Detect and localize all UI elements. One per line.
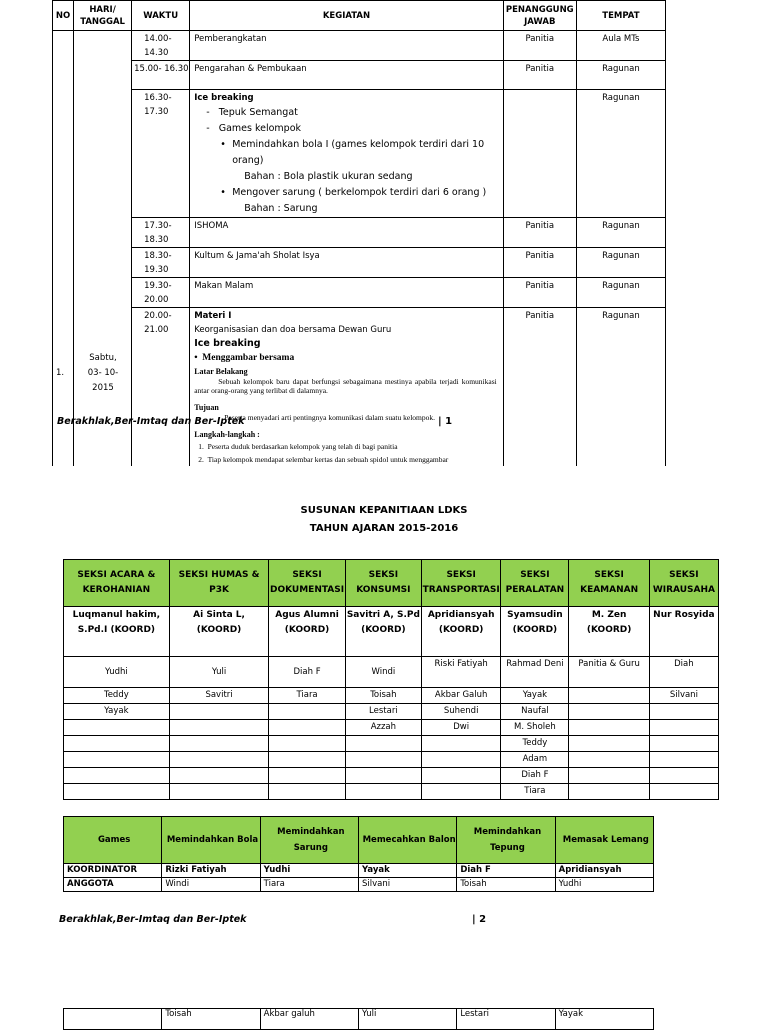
committee-title: SUSUNAN KEPANITIAAN LDKS — [300, 505, 468, 516]
header-kegiatan: KEGIATAN — [190, 1, 504, 31]
games-cell: KOORDINATOR — [64, 864, 162, 878]
time-cell: 17.30- 18.30 — [132, 218, 190, 248]
games-cell: Yudhi — [555, 878, 653, 892]
section-header: SEKSI PERALATAN — [501, 560, 569, 607]
member-cell: Tiara — [501, 784, 569, 800]
time-cell: 14.00- 14.30 — [132, 31, 190, 61]
games-cell: Yudhi — [260, 864, 358, 878]
time-cell: 19.30- 20.00 — [132, 278, 190, 308]
member-cell — [421, 736, 500, 752]
table-row — [53, 31, 666, 61]
member-cell — [64, 736, 170, 752]
member-cell: Akbar Galuh — [421, 688, 500, 704]
materi-ice-title: Ice breaking — [194, 338, 261, 349]
member-cell: Savitri — [169, 688, 269, 704]
langkah-step: 1. Peserta duduk berdasarkan kelompok yang telah di bagi panitia — [198, 442, 398, 451]
member-cell — [569, 720, 649, 736]
member-cell — [345, 784, 421, 800]
continued-table — [63, 1008, 654, 1030]
member-cell: Yayak — [64, 704, 170, 720]
schedule-table — [52, 0, 666, 473]
table-row — [64, 768, 719, 784]
member-cell: Lestari — [345, 704, 421, 720]
activity-cell — [190, 308, 504, 473]
page-number: | 2 — [472, 914, 487, 925]
member-cell — [569, 704, 649, 720]
member-cell — [345, 752, 421, 768]
member-cell — [345, 736, 421, 752]
games-header: Memasak Lemang — [555, 817, 653, 864]
section-header: SEKSI TRANSPORTASI — [421, 560, 500, 607]
time-cell: 16.30- 17.30 — [132, 90, 190, 218]
committee-subtitle: TAHUN AJARAN 2015-2016 — [309, 523, 459, 534]
section-header: SEKSI WIRAUSAHA — [649, 560, 718, 607]
langkah-title: Langkah-langkah : — [194, 430, 260, 439]
member-cell — [269, 704, 345, 720]
coordinator-cell: Savitri A, S.Pd (KOORD) — [345, 607, 421, 657]
page-number: | 1 — [438, 416, 453, 427]
activity-cell: Pemberangkatan — [190, 31, 504, 61]
member-cell — [169, 720, 269, 736]
games-header: Memindahkan Bola — [162, 817, 260, 864]
games-cell: Lestari — [457, 1009, 555, 1030]
footer-motto: Berakhlak,Ber-Imtaq dan Ber-Iptek — [59, 914, 247, 925]
pj-cell — [503, 90, 576, 218]
table-row — [53, 61, 666, 90]
member-cell — [64, 768, 170, 784]
member-cell: Tiara — [269, 688, 345, 704]
games-cell: Tiara — [260, 878, 358, 892]
coordinator-cell: Luqmanul hakim, S.Pd.I (KOORD) — [64, 607, 170, 657]
member-cell — [64, 720, 170, 736]
day-date: Sabtu, 03- 10- 2015 — [87, 353, 119, 393]
member-cell: Panitia & Guru — [569, 657, 649, 688]
table-row — [64, 657, 719, 688]
materi-line: Keorganisasian dan doa bersama Dewan Guru — [194, 325, 392, 335]
anggota-row — [64, 878, 654, 892]
member-cell — [649, 784, 718, 800]
place-cell: Ragunan — [576, 308, 665, 473]
header-hari: HARI/ TANGGAL — [74, 1, 132, 31]
member-cell — [269, 784, 345, 800]
member-cell: Suhendi — [421, 704, 500, 720]
member-cell — [169, 752, 269, 768]
pj-cell: Panitia — [503, 61, 576, 90]
latar-text: Sebuah kelompok baru dapat berfungsi sebagaimana mestinya apabila terjadi komunikasi antar orang-orang yang terlibat di dalamnya. — [194, 377, 497, 395]
coordinator-cell: Ai Sinta L, (KOORD) — [169, 607, 269, 657]
member-cell: M. Sholeh — [501, 720, 569, 736]
member-cell — [421, 752, 500, 768]
header-pj: PENANGGUNG JAWAB — [503, 1, 576, 31]
member-cell: Teddy — [64, 688, 170, 704]
section-header: SEKSI KONSUMSI — [345, 560, 421, 607]
committee-table — [63, 559, 719, 800]
pj-cell: Panitia — [503, 218, 576, 248]
coordinator-cell: Nur Rosyida — [649, 607, 718, 657]
icebreak-sub: • Memindahkan bola I (games kelompok terdiri dari 10 orang) Bahan : Bola plastik ukuran sedang • Mengover sarung ( berkelompok terdiri dari 6 orang ) Bahan : Sarung — [220, 139, 487, 214]
activity-cell: Pengarahan & Pembukaan — [190, 61, 504, 90]
table-row — [53, 90, 666, 218]
time-cell: 20.00- 21.00 — [132, 308, 190, 473]
games-header: Memindahkan Tepung — [457, 817, 555, 864]
member-cell — [649, 752, 718, 768]
member-cell: Diah — [649, 657, 718, 688]
member-cell: Diah F — [269, 657, 345, 688]
table-row — [64, 720, 719, 736]
member-cell — [569, 736, 649, 752]
member-cell: Adam — [501, 752, 569, 768]
games-cell — [64, 1009, 162, 1030]
member-cell: Riski Fatiyah — [421, 657, 500, 688]
time-cell: 15.00- 16.30 — [132, 61, 190, 90]
member-cell — [421, 784, 500, 800]
place-cell: Aula MTs — [576, 31, 665, 61]
pj-cell: Panitia — [503, 278, 576, 308]
table-row — [53, 218, 666, 248]
member-cell — [169, 784, 269, 800]
row-number: 1. — [56, 368, 65, 378]
member-cell: Silvani — [649, 688, 718, 704]
materi-title: Materi I — [194, 311, 232, 321]
games-header-row — [64, 817, 654, 864]
activity-cell: Makan Malam — [190, 278, 504, 308]
icebreak-item: - Tepuk Semangat — [206, 107, 298, 118]
member-cell — [569, 784, 649, 800]
header-no: NO — [53, 1, 74, 31]
table-row — [53, 278, 666, 308]
games-cell: Rizki Fatiyah — [162, 864, 260, 878]
games-cell: Akbar galuh — [260, 1009, 358, 1030]
latar-title: Latar Belakang — [194, 367, 248, 376]
member-cell: Naufal — [501, 704, 569, 720]
schedule-header-row — [53, 1, 666, 31]
member-cell: Windi — [345, 657, 421, 688]
games-header: Memecahkan Balon — [358, 817, 456, 864]
games-cell: Silvani — [358, 878, 456, 892]
member-cell — [649, 768, 718, 784]
table-row — [53, 248, 666, 278]
activity-cell: ISHOMA — [190, 218, 504, 248]
member-cell — [169, 768, 269, 784]
games-cell: Toisah — [457, 878, 555, 892]
pj-cell: Panitia — [503, 248, 576, 278]
icebreak-item: - Games kelompok — [206, 123, 302, 134]
member-cell — [269, 736, 345, 752]
member-cell — [169, 736, 269, 752]
icebreak-title: Ice breaking — [194, 93, 254, 103]
games-cell: Yayak — [358, 864, 456, 878]
place-cell: Ragunan — [576, 248, 665, 278]
tujuan-title: Tujuan — [194, 403, 219, 412]
day-cell — [74, 31, 132, 473]
header-tempat: TEMPAT — [576, 1, 665, 31]
koordinator-row — [64, 864, 654, 878]
member-cell — [649, 736, 718, 752]
materi-bullet: • Menggambar bersama — [194, 353, 295, 363]
member-cell: Rahmad Deni — [501, 657, 569, 688]
member-cell: Yuli — [169, 657, 269, 688]
table-row — [64, 688, 719, 704]
member-cell — [269, 720, 345, 736]
table-row — [64, 704, 719, 720]
member-cell — [569, 768, 649, 784]
games-cell: Diah F — [457, 864, 555, 878]
member-cell: Toisah — [345, 688, 421, 704]
header-waktu: WAKTU — [132, 1, 190, 31]
activity-cell: Kultum & Jama'ah Sholat Isya — [190, 248, 504, 278]
place-cell: Ragunan — [576, 278, 665, 308]
games-cell: Toisah — [162, 1009, 260, 1030]
games-cell: ANGGOTA — [64, 878, 162, 892]
section-header: SEKSI ACARA & KEROHANIAN — [64, 560, 170, 607]
member-cell — [269, 768, 345, 784]
tujuan-text: Peserta menyadari arti pentingnya komunikasi dalam suatu kelompok. — [224, 413, 435, 422]
member-cell — [649, 704, 718, 720]
place-cell: Ragunan — [576, 61, 665, 90]
member-cell — [649, 720, 718, 736]
place-cell: Ragunan — [576, 90, 665, 218]
member-cell — [421, 768, 500, 784]
footer-motto: Berakhlak,Ber-Imtaq dan Ber-Iptek — [57, 416, 245, 427]
member-cell: Yayak — [501, 688, 569, 704]
pj-cell: Panitia — [503, 308, 576, 473]
coordinator-cell: M. Zen (KOORD) — [569, 607, 649, 657]
coordinator-row — [64, 607, 719, 657]
member-cell: Azzah — [345, 720, 421, 736]
table-row — [64, 1009, 654, 1030]
activity-cell — [190, 90, 504, 218]
member-cell — [64, 752, 170, 768]
member-cell — [64, 784, 170, 800]
member-cell — [269, 752, 345, 768]
coordinator-cell: Syamsudin (KOORD) — [501, 607, 569, 657]
committee-header-row — [64, 560, 719, 607]
section-header: SEKSI KEAMANAN — [569, 560, 649, 607]
coordinator-cell: Apridiansyah (KOORD) — [421, 607, 500, 657]
member-cell: Dwi — [421, 720, 500, 736]
member-cell — [345, 768, 421, 784]
time-cell: 18.30- 19.30 — [132, 248, 190, 278]
games-header: Memindahkan Sarung — [260, 817, 358, 864]
pj-cell: Panitia — [503, 31, 576, 61]
table-row — [64, 752, 719, 768]
games-cell: Yuli — [358, 1009, 456, 1030]
no-cell — [53, 31, 74, 473]
games-cell: Windi — [162, 878, 260, 892]
table-row — [53, 308, 666, 473]
page-break — [0, 466, 768, 496]
member-cell: Teddy — [501, 736, 569, 752]
member-cell — [569, 752, 649, 768]
table-row — [64, 784, 719, 800]
coordinator-cell: Agus Alumni (KOORD) — [269, 607, 345, 657]
member-cell: Yudhi — [64, 657, 170, 688]
games-header: Games — [64, 817, 162, 864]
games-cell: Yayak — [555, 1009, 653, 1030]
games-table — [63, 816, 654, 892]
games-cell: Apridiansyah — [555, 864, 653, 878]
member-cell — [569, 688, 649, 704]
section-header: SEKSI HUMAS & P3K — [169, 560, 269, 607]
member-cell — [169, 704, 269, 720]
place-cell: Ragunan — [576, 218, 665, 248]
langkah-step: 2. Tiap kelompok mendapat selembar kertas dan sebuah spidol untuk menggambar — [198, 455, 449, 464]
section-header: SEKSI DOKUMENTASI — [269, 560, 345, 607]
table-row — [64, 736, 719, 752]
member-cell: Diah F — [501, 768, 569, 784]
